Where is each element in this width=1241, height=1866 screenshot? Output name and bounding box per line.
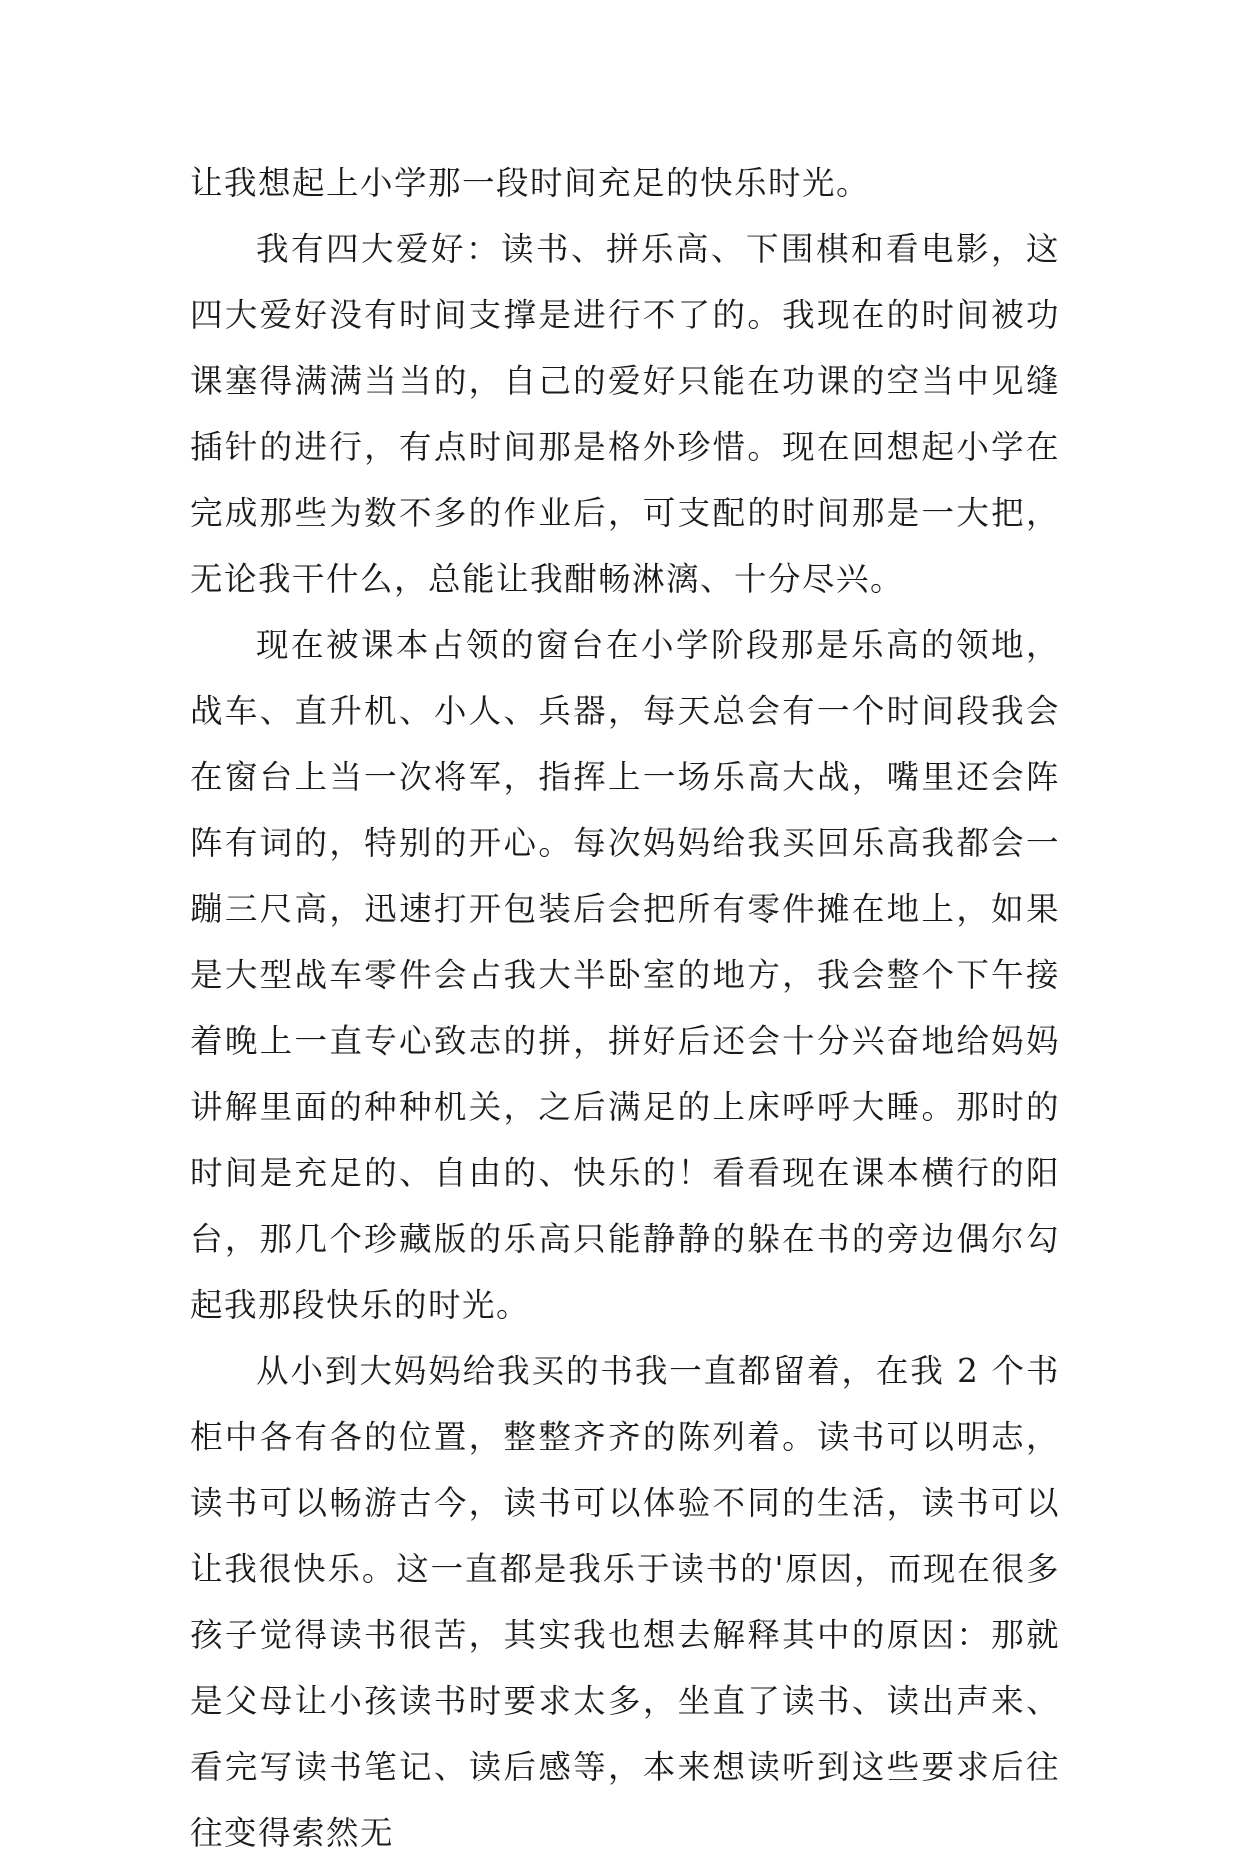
paragraph-1: 让我想起上小学那一段时间充足的快乐时光。: [190, 164, 871, 202]
paragraph-3: 现在被课本占领的窗台在小学阶段那是乐高的领地，战车、直升机、小人、兵器，每天总会有一个时间段我会在窗台上当一次将军，指挥上一场乐高大战，嘴里还会阵阵有词的，特别的开心。每次妈妈给我买回乐高我都会一蹦三尺高，迅速打开包装后会把所有零件摊在地上，如果是大型战车零件会占我大半卧室的地方，我会整个下午接着晚上一直专心致志的拼，拼好后还会十分兴奋地给妈妈讲解里面的种种机关，之后满足的上床呼呼大睡。那时的时间是充足的、自由的、快乐的！看看现在课本横行的阳台，那几个珍藏版的乐高只能静静的躲在书的旁边偶尔勾起我那段快乐的时光。: [190, 626, 1060, 1324]
document-body: [190, 150, 1060, 1866]
paragraph-2: 我有四大爱好：读书、拼乐高、下围棋和看电影，这四大爱好没有时间支撑是进行不了的。我现在的时间被功课塞得满满当当的，自己的爱好只能在功课的空当中见缝插针的进行，有点时间那是格外珍惜。现在回想起小学在完成那些为数不多的作业后，可支配的时间那是一大把，无论我干什么，总能让我酣畅淋漓、十分尽兴。: [190, 230, 1060, 598]
paragraph-4: 从小到大妈妈给我买的书我一直都留着，在我 2 个书柜中各有各的位置，整整齐齐的陈列着。读书可以明志，读书可以畅游古今，读书可以体验不同的生活，读书可以让我很快乐。这一直都是我乐于读书的'原因，而现在很多孩子觉得读书很苦，其实我也想去解释其中的原因：那就是父母让小孩读书时要求太多，坐直了读书、读出声来、看完写读书笔记、读后感等，本来想读听到这些要求后往往变得索然无: [190, 1352, 1060, 1852]
